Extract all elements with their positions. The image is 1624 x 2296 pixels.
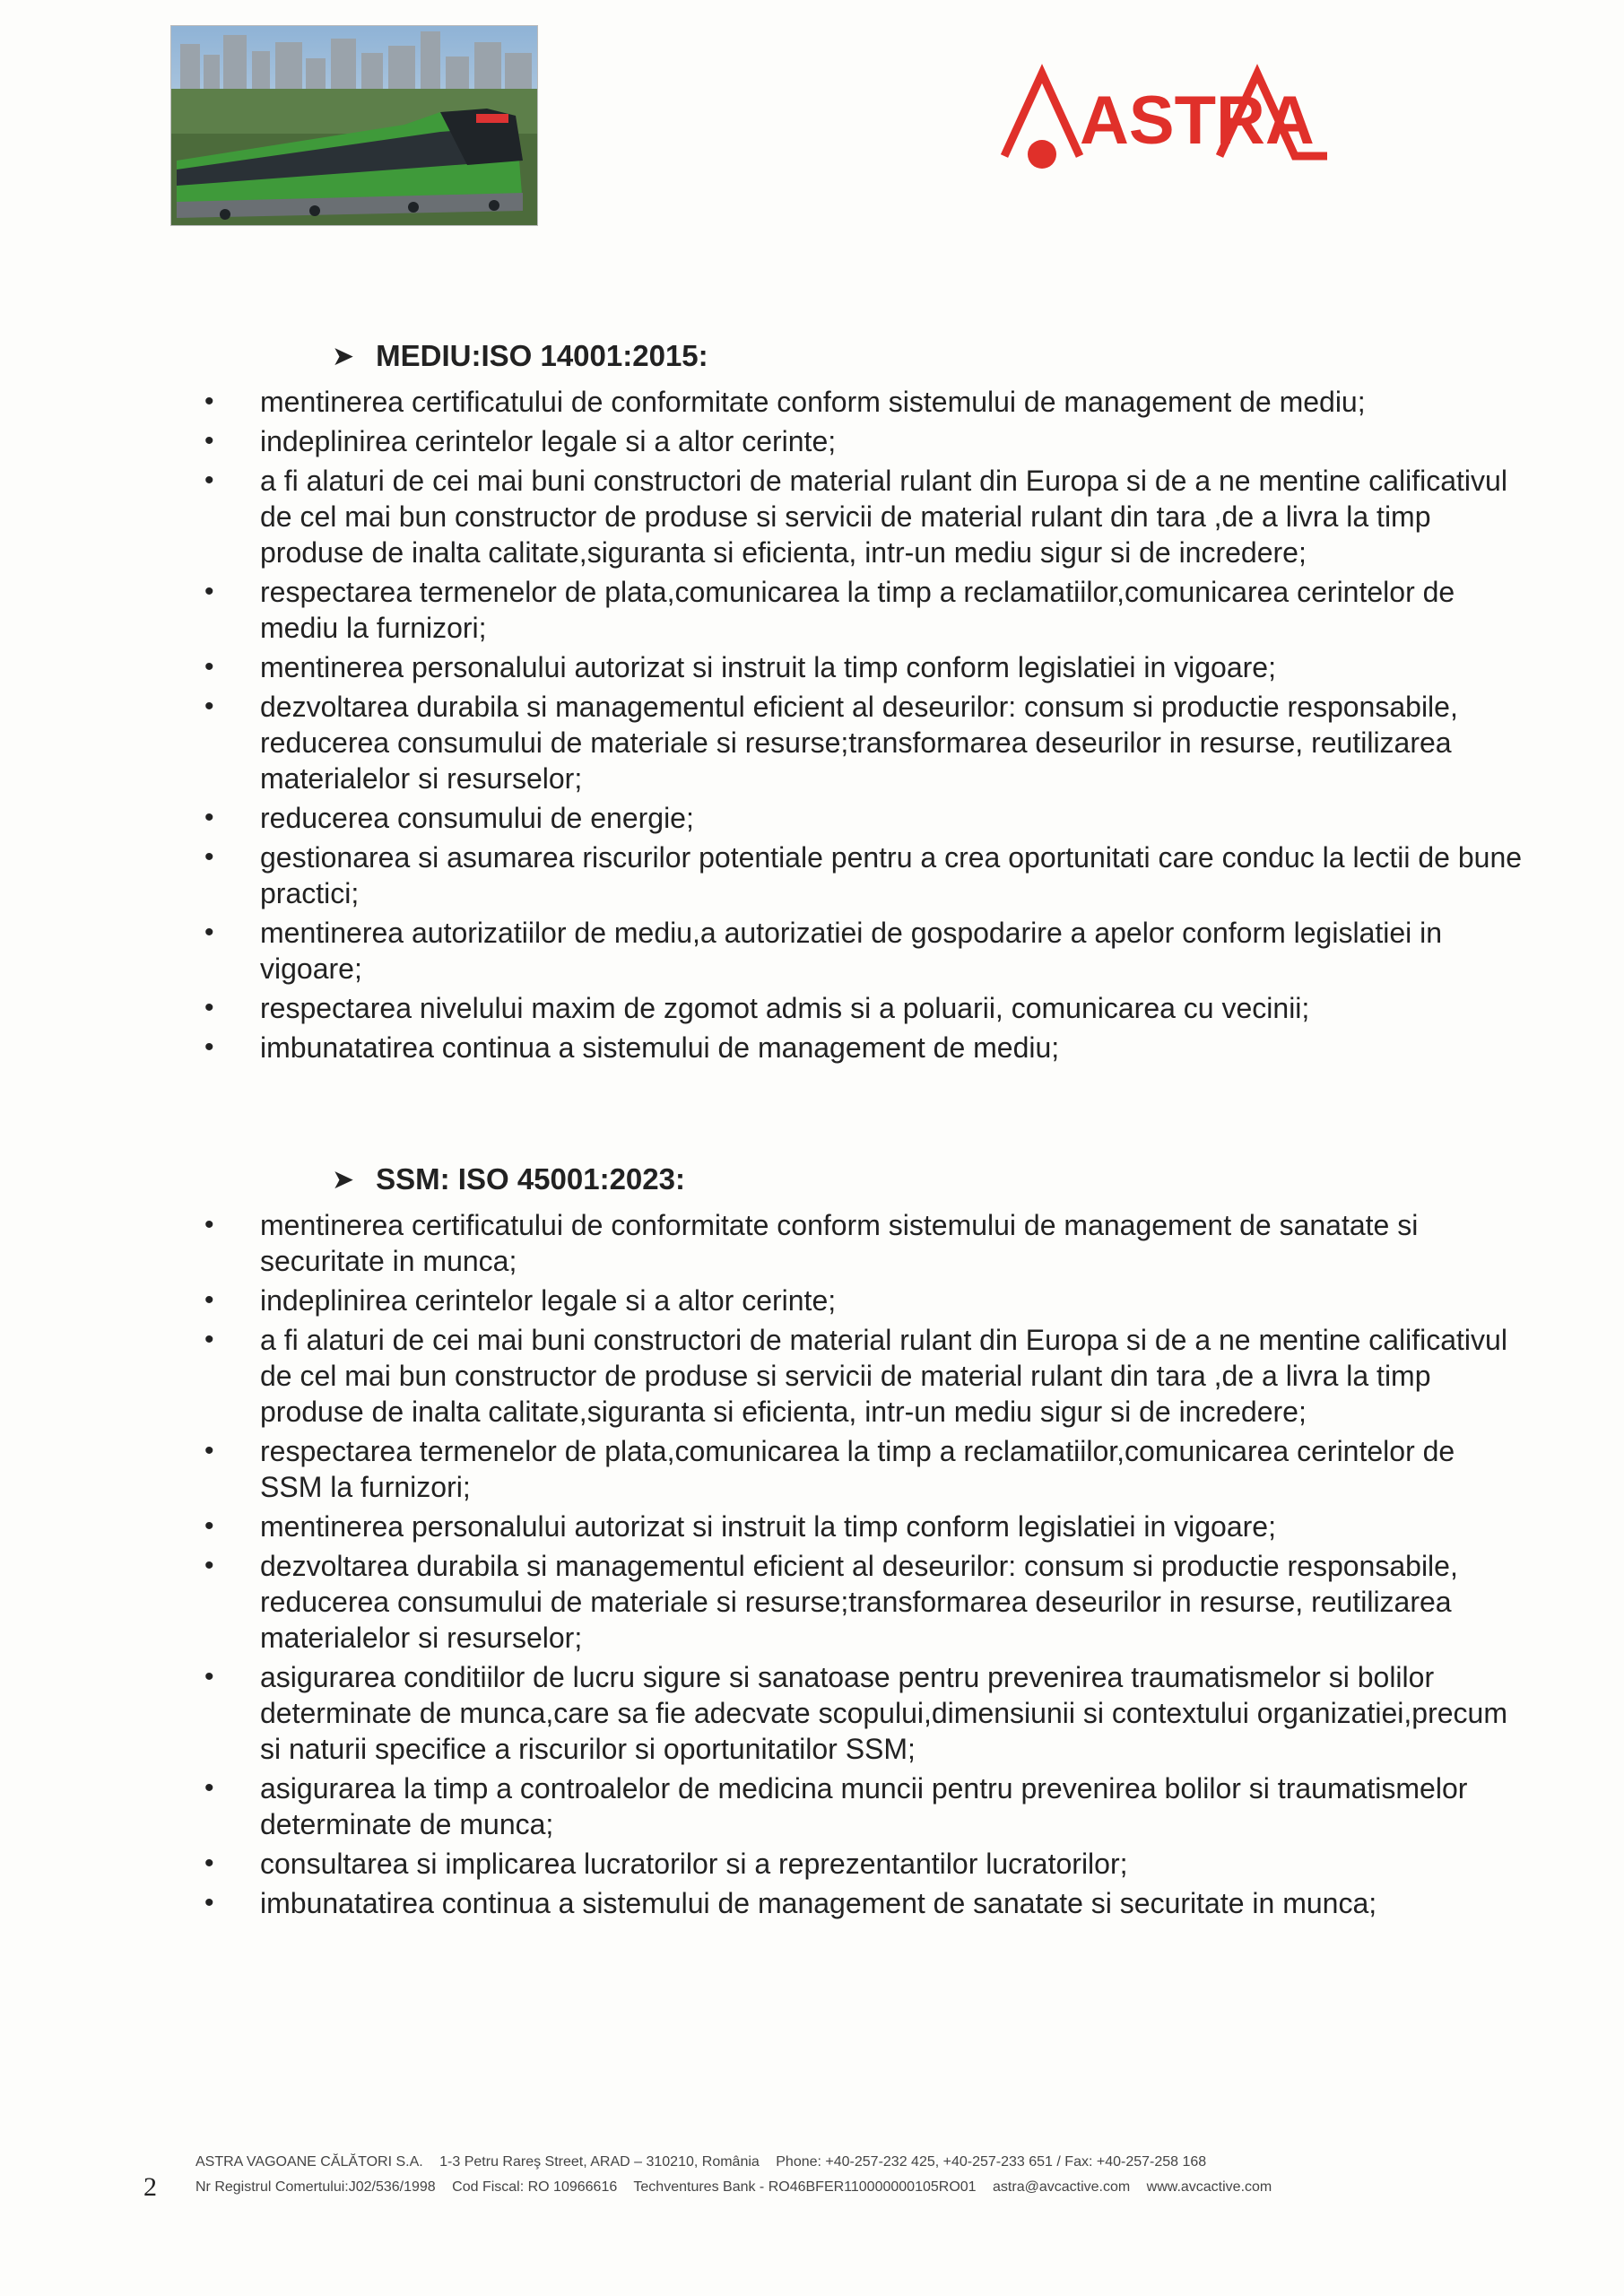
section-list [197,1207,1524,1921]
list-item: • respectarea termenelor de plata,comunicarea la timp a reclamatiilor,comunicarea cerintelor de mediu la furnizori; [197,574,1524,646]
footer-email[interactable]: astra@avcactive.com [993,2179,1131,2195]
footer-address: 1-3 Petru Rareş Street, ARAD – 310210, România [439,2154,760,2170]
astra-logo-icon [995,56,1336,181]
arrow-bullet-icon: ➤ [332,341,355,371]
section-heading [332,339,1524,373]
list-item: • a fi alaturi de cei mai buni constructori de material rulant din Europa si de a ne mentine calificativul de cel mai bun constructor de produse si servicii de material rulant din tara ,de a livra la timp produse de inalta calitate,siguranta si eficienta, intr-un mediu sigur si de incredere; [197,1322,1524,1430]
page-number: 2 [143,2172,157,2202]
page-footer [0,2144,1624,2215]
section-heading [332,1162,1524,1196]
astra-logo [995,56,1336,181]
list-item: • dezvoltarea durabila si managementul eficient al deseurilor: consum si productie responsabile, reducerea consumului de materiale si resurse;transformarea deseurilor in resurse, reutilizarea materialelor si resurselor; [197,689,1524,796]
section-title: SSM: ISO 45001:2023: [376,1162,685,1196]
list-item: • mentinerea certificatului de conformitate conform sistemului de management de sanatate si securitate in munca; [197,1207,1524,1279]
list-item: • a fi alaturi de cei mai buni constructori de material rulant din Europa si de a ne mentine calificativul de cel mai bun constructor de produse si servicii de material rulant din tara ,de a livra la timp produse de inalta calitate,siguranta si eficienta, intr-un mediu sigur si de incredere; [197,463,1524,570]
section-title: MEDIU:ISO 14001:2015: [376,339,708,372]
footer-line-registry [195,2179,1284,2196]
list-item: • mentinerea personalului autorizat si instruit la timp conform legislatiei in vigoare; [197,1509,1524,1544]
footer-line-contact [195,2154,1219,2170]
footer-company: ASTRA VAGOANE CĂLĂTORI S.A. [195,2154,423,2170]
list-item: • asigurarea conditiilor de lucru sigure si sanatoase pentru prevenirea traumatismelor si bolilor determinate de munca,care sa fie adecvate scopului,dimensiunii si contextului organizatiei,precum si naturii specifice a riscurilor si oportunitatilor SSM; [197,1659,1524,1767]
list-item: • asigurarea la timp a controalelor de medicina muncii pentru prevenirea bolilor si traumatismelor determinate de munca; [197,1770,1524,1842]
tram-icon [171,26,537,225]
tram-photo [170,25,538,226]
list-item: • mentinerea certificatului de conformitate conform sistemului de management de mediu; [197,384,1524,420]
list-item: • imbunatatirea continua a sistemului de management de mediu; [197,1030,1524,1065]
list-item: • gestionarea si asumarea riscurilor potentiale pentru a crea oportunitati care conduc la lectii de bune practici; [197,839,1524,911]
section-mediu [197,339,1524,1069]
list-item: • mentinerea autorizatiilor de mediu,a autorizatiei de gospodarire a apelor conform legislatiei in vigoare; [197,915,1524,987]
section-ssm [197,1162,1524,1925]
section-list [197,384,1524,1065]
list-item: • imbunatatirea continua a sistemului de management de sanatate si securitate in munca; [197,1885,1524,1921]
list-item: • indeplinirea cerintelor legale si a altor cerinte; [197,1283,1524,1318]
list-item: • mentinerea personalului autorizat si instruit la timp conform legislatiei in vigoare; [197,649,1524,685]
list-item: • consultarea si implicarea lucratorilor si a reprezentantilor lucratorilor; [197,1846,1524,1882]
list-item: • respectarea termenelor de plata,comunicarea la timp a reclamatiilor,comunicarea cerintelor de SSM la furnizori; [197,1433,1524,1505]
list-item: • reducerea consumului de energie; [197,800,1524,836]
logo-text: ASTRA [1080,83,1315,159]
list-item: • indeplinirea cerintelor legale si a altor cerinte; [197,423,1524,459]
list-item: • dezvoltarea durabila si managementul eficient al deseurilor: consum si productie responsabile, reducerea consumului de materiale si resurse;transformarea deseurilor in resurse, reutilizarea materialelor si resurselor; [197,1548,1524,1656]
footer-bank: Techventures Bank - RO46BFER110000000105RO01 [633,2179,977,2195]
arrow-bullet-icon: ➤ [332,1164,355,1195]
footer-web[interactable]: www.avcactive.com [1146,2179,1272,2195]
footer-phone: Phone: +40-257-232 425, +40-257-233 651 / Fax: +40-257-258 168 [776,2154,1207,2170]
list-item: • respectarea nivelului maxim de zgomot admis si a poluarii, comunicarea cu vecinii; [197,990,1524,1026]
footer-fiscal: Cod Fiscal: RO 10966616 [452,2179,618,2195]
footer-registry: Nr Registrul Comertului:J02/536/1998 [195,2179,436,2195]
